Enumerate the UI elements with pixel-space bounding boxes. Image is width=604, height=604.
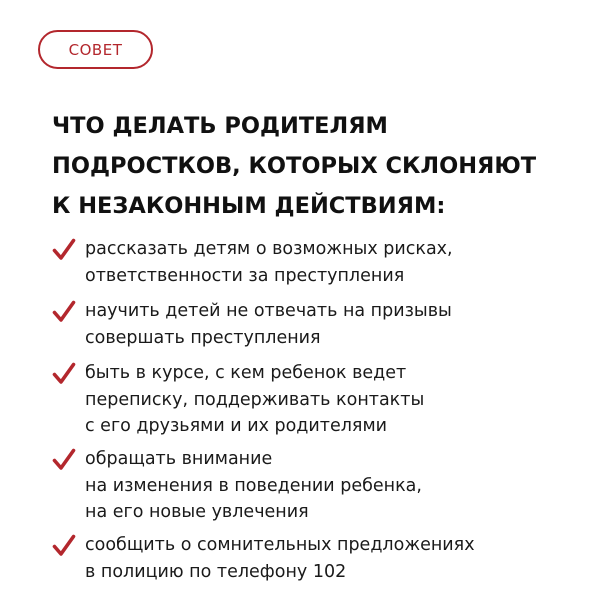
advice-badge — [38, 30, 153, 69]
checkmark-icon — [52, 534, 76, 558]
list-item-line: совершать преступления — [85, 327, 321, 348]
title-line: К НЕЗАКОННЫМ ДЕЙСТВИЯМ: — [52, 193, 446, 219]
list-item-line: быть в курсе, с кем ребенок ведет — [85, 363, 407, 383]
list-item-line: переписку, поддерживать контакты — [85, 389, 425, 410]
list-item-line: научить детей не отвечать на призывы — [85, 301, 452, 321]
checkmark-icon — [52, 362, 76, 386]
advice-badge-label: СОВЕТ — [68, 40, 123, 59]
title-line: ЧТО ДЕЛАТЬ РОДИТЕЛЯМ — [52, 113, 388, 139]
list-item-line: с его друзьями и их родителями — [85, 416, 388, 436]
list-item-line: в полицию по телефону 102 — [85, 561, 347, 582]
title-line: ПОДРОСТКОВ, КОТОРЫХ СКЛОНЯЮТ — [52, 153, 537, 179]
list-item-text — [85, 446, 422, 526]
list-item-line: на изменения в поведении ребенка, — [85, 475, 422, 496]
checkmark-icon — [52, 300, 76, 324]
list-item-line: обращать внимание — [85, 449, 273, 469]
list-item-text — [85, 236, 453, 289]
checkmark-icon — [52, 448, 76, 472]
list-item-text — [85, 298, 452, 351]
list-item-text — [85, 360, 424, 440]
list-item-line: ответственности за преступления — [85, 265, 405, 286]
page-title — [52, 106, 592, 226]
list-item-text — [85, 532, 475, 585]
list-item-line: на его новые увлечения — [85, 502, 309, 522]
checkmark-icon — [52, 238, 76, 262]
list-item-line: рассказать детям о возможных рисках, — [85, 239, 453, 259]
list-item-line: сообщить о сомнительных предложениях — [85, 535, 475, 555]
